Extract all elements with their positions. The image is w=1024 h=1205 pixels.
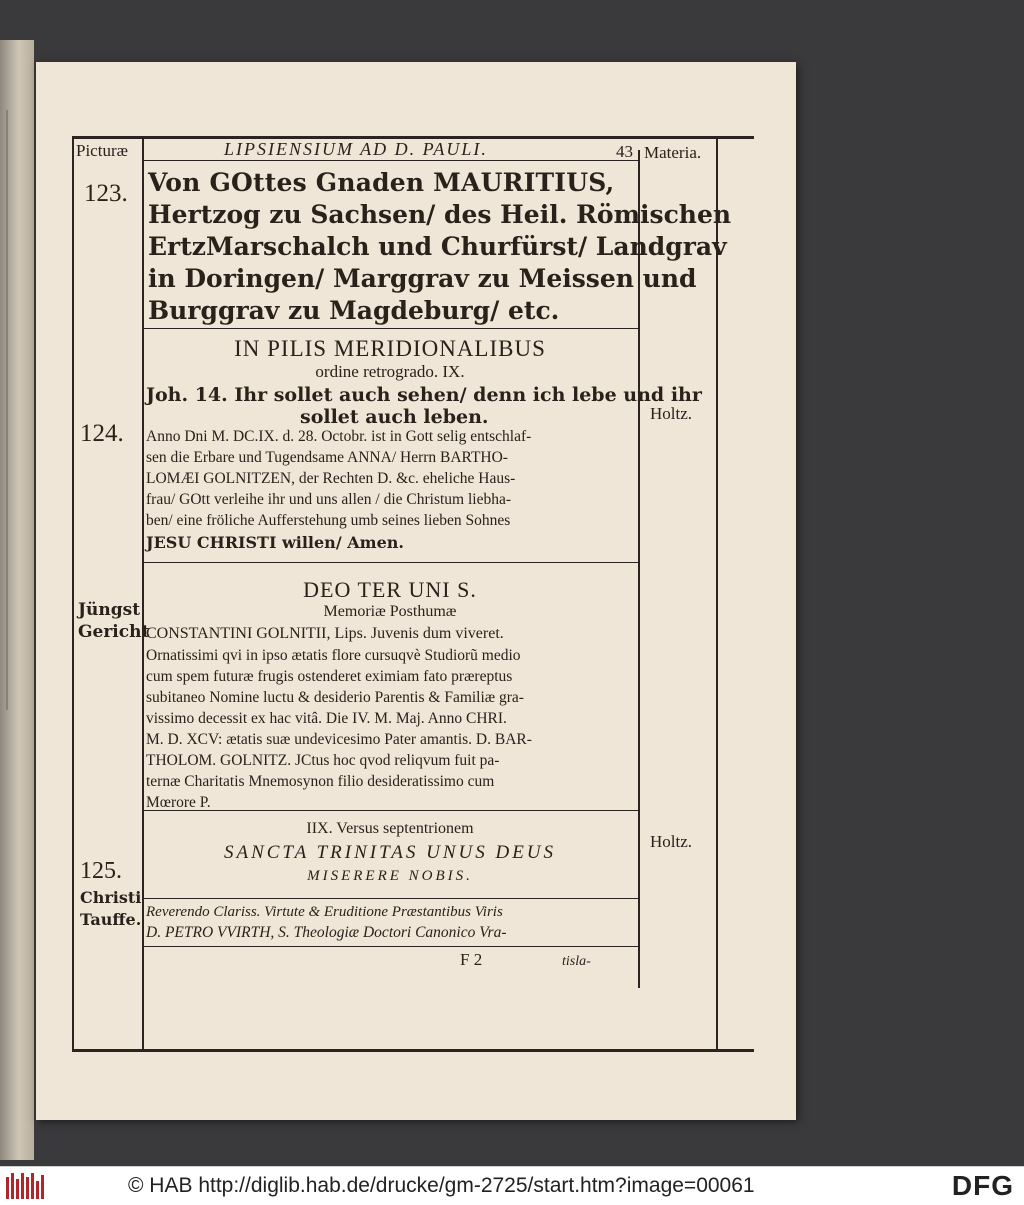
dedication-line: D. PETRO VVIRTH, S. Theologiæ Doctori Canonico Vra-: [146, 924, 507, 941]
dfg-logo: DFG: [951, 1170, 1014, 1201]
entry-123-line: in Doringen/ Marggrav zu Meissen und: [148, 264, 697, 293]
epitaph-line: CONSTANTINI GOLNITII, Lips. Juvenis dum viveret.: [146, 625, 504, 642]
epitaph-line: vissimo decessit ex hac vitâ. Die IV. M. Maj. Anno CHRI.: [146, 710, 507, 727]
entry-124-heading: IN PILIS MERIDIONALIBUS: [234, 336, 546, 361]
entry-124-line: Joh. 14. Ihr sollet auch sehen/ denn ich lebe und ihr: [146, 384, 702, 406]
epitaph-line: Mœrore P.: [146, 794, 211, 811]
epitaph-line: subitaneo Nomine luctu & desiderio Parentis & Familiæ gra-: [146, 689, 524, 706]
entry-125-material: Holtz.: [650, 832, 693, 851]
side-label: Jüngst: [78, 600, 141, 620]
entry-123-line: Von GOttes Gnaden MAURITIUS,: [148, 168, 615, 197]
hab-logo-icon: [6, 1173, 46, 1199]
side-label: Christi: [80, 888, 142, 907]
entry-124-line: LOMÆI GOLNITZEN, der Rechten D. &c. eheliche Haus-: [146, 470, 516, 487]
entry-number-123: 123.: [84, 180, 128, 207]
dedication-line: Reverendo Clariss. Virtute & Eruditione Præstantibus Viris: [146, 904, 503, 920]
epitaph-subheading: Memoriæ Posthumæ: [323, 603, 457, 620]
entry-125-heading: IIX. Versus septentrionem: [306, 820, 474, 837]
source-credit: © HAB http://diglib.hab.de/drucke/gm-2725/start.htm?image=00061: [128, 1174, 755, 1197]
epitaph-line: cum spem futuræ frugis ostenderet eximiam fato præreptus: [146, 668, 513, 685]
side-label: Tauffe.: [80, 910, 142, 929]
adjacent-page-edge: [0, 40, 34, 1160]
entry-124-line: JESU CHRISTI willen/ Amen.: [146, 533, 404, 552]
entry-124-line: sollet auch leben.: [300, 406, 489, 428]
entry-number-125: 125.: [80, 858, 122, 884]
viewer-footer: [0, 1166, 1024, 1205]
header-right: Materia.: [644, 143, 702, 162]
entry-124-line: Anno Dni M. DC.IX. d. 28. Octobr. ist in Gott selig entschlaf-: [146, 428, 532, 445]
entry-125-motto: MISERERE NOBIS.: [307, 868, 473, 884]
epitaph-line: THOLOM. GOLNITZ. JCtus hoc qvod reliqvum fuit pa-: [146, 752, 500, 769]
epitaph-line: ternæ Charitatis Mnemosynon filio desideratissimo cum: [146, 773, 495, 790]
signature-mark: F 2: [460, 950, 483, 969]
header-left: Picturæ: [76, 141, 128, 160]
book-page: [36, 62, 796, 1120]
epitaph-heading: DEO TER UNI S.: [303, 577, 477, 602]
entry-123-line: Burggrav zu Magdeburg/ etc.: [148, 296, 560, 325]
entry-124-material: Holtz.: [650, 404, 693, 423]
epitaph-line: Ornatissimi qvi in ipso ætatis flore cursuqvè Studiorũ medio: [146, 647, 521, 664]
entry-124-line: frau/ GOtt verleihe ihr und uns allen / die Christum liebha-: [146, 491, 512, 508]
side-label: Gericht: [78, 622, 150, 642]
entry-123-line: ErtzMarschalch und Churfürst/ Landgrav: [148, 232, 727, 261]
entry-124-subheading: ordine retrogrado. IX.: [315, 362, 465, 381]
page-number: 43: [616, 142, 633, 161]
epitaph-line: M. D. XCV: ætatis suæ undevicesimo Pater amantis. D. BAR-: [146, 731, 532, 748]
entry-124-line: sen die Erbare und Tugendsame ANNA/ Herrn BARTHO-: [146, 449, 508, 466]
catchword: tisla-: [562, 954, 591, 969]
entry-123-line: Hertzog zu Sachsen/ des Heil. Römischen: [148, 200, 732, 229]
entry-number-124: 124.: [80, 420, 124, 447]
entry-125-motto: SANCTA TRINITAS UNUS DEUS: [223, 842, 557, 863]
entry-124-line: ben/ eine fröliche Aufferstehung umb seines lieben Sohnes: [146, 512, 511, 529]
running-title: LIPSIENSIUM AD D. PAULI.: [224, 139, 488, 159]
